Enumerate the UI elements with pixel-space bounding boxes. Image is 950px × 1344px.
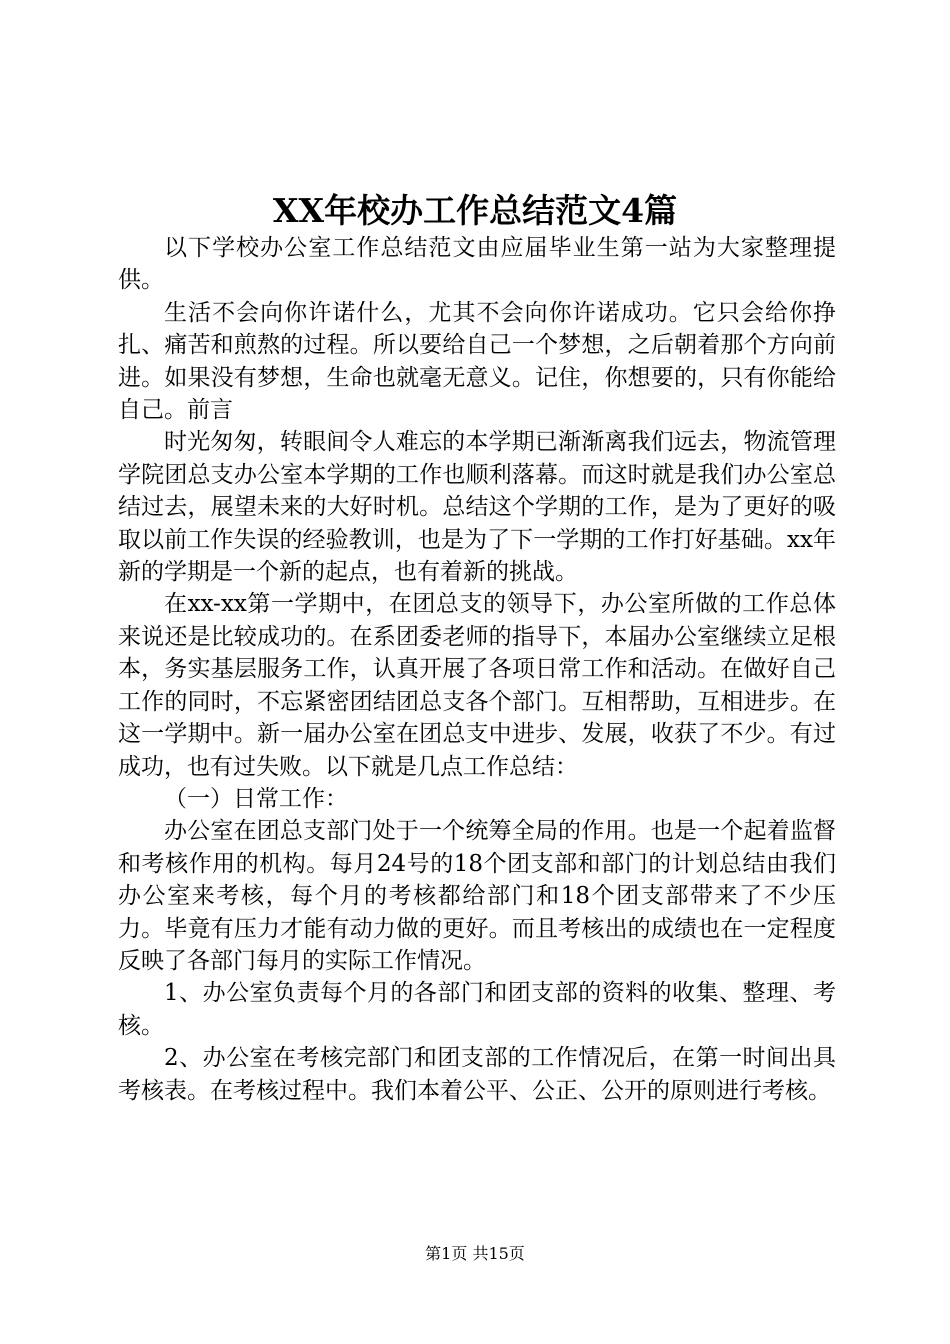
page-number: 第1页 共15页 xyxy=(425,1244,525,1263)
section-heading-daily-work: （一）日常工作： xyxy=(164,785,348,812)
document-title: XX年校办工作总结范文4篇 xyxy=(272,191,678,230)
paragraph-intro: 以下学校办公室工作总结范文由应届毕业生第一站为大家整理提供。 xyxy=(118,235,836,294)
paragraph-office-role: 办公室在团总支部门处于一个统筹全局的作用。也是一个起着监督和考核作用的机构。每月24号的18个团支部和部门的计划总结由我们办公室来考核，每个月的考核都给部门和18个团支部带来了不少压力。毕竟有压力才能有动力做的更好。而且考核出的成绩也在一定程度反映了各部门每月的实际工作情况。 xyxy=(118,818,836,974)
paragraph-preface: 生活不会向你许诺什么，尤其不会向你许诺成功。它只会给你挣扎、痛苦和煎熬的过程。所以要给自己一个梦想，之后朝着那个方向前进。如果没有梦想，生命也就毫无意义。记住，你想要的，只有你能给自己。前言 xyxy=(118,299,836,424)
list-item-2: 2、办公室在考核完部门和团支部的工作情况后，在第一时间出具考核表。在考核过程中。我们本着公平、公正、公开的原则进行考核。 xyxy=(118,1045,836,1104)
list-item-1: 1、办公室负责每个月的各部门和团支部的资料的收集、整理、考核。 xyxy=(118,980,836,1039)
paragraph-time: 时光匆匆，转眼间令人难忘的本学期已渐渐离我们远去，物流管理学院团总支办公室本学期的工作也顺利落幕。而这时就是我们办公室总结过去，展望未来的大好时机。总结这个学期的工作，是为了更好的吸取以前工作失误的经验教训，也是为了下一学期的工作打好基础。xx年新的学期是一个新的起点，也有着新的挑战。 xyxy=(118,429,836,586)
paragraph-semester: 在xx-xx第一学期中，在团总支的领导下，办公室所做的工作总体来说还是比较成功的。在系团委老师的指导下，本届办公室继续立足根本，务实基层服务工作，认真开展了各项日常工作和活动。在做好自己工作的同时，不忘紧密团结团总支各个部门。互相帮助，互相进步。在这一学期中。新一届办公室在团总支中进步、发展，收获了不少。有过成功，也有过失败。以下就是几点工作总结： xyxy=(118,591,836,780)
document-body xyxy=(118,232,836,1107)
